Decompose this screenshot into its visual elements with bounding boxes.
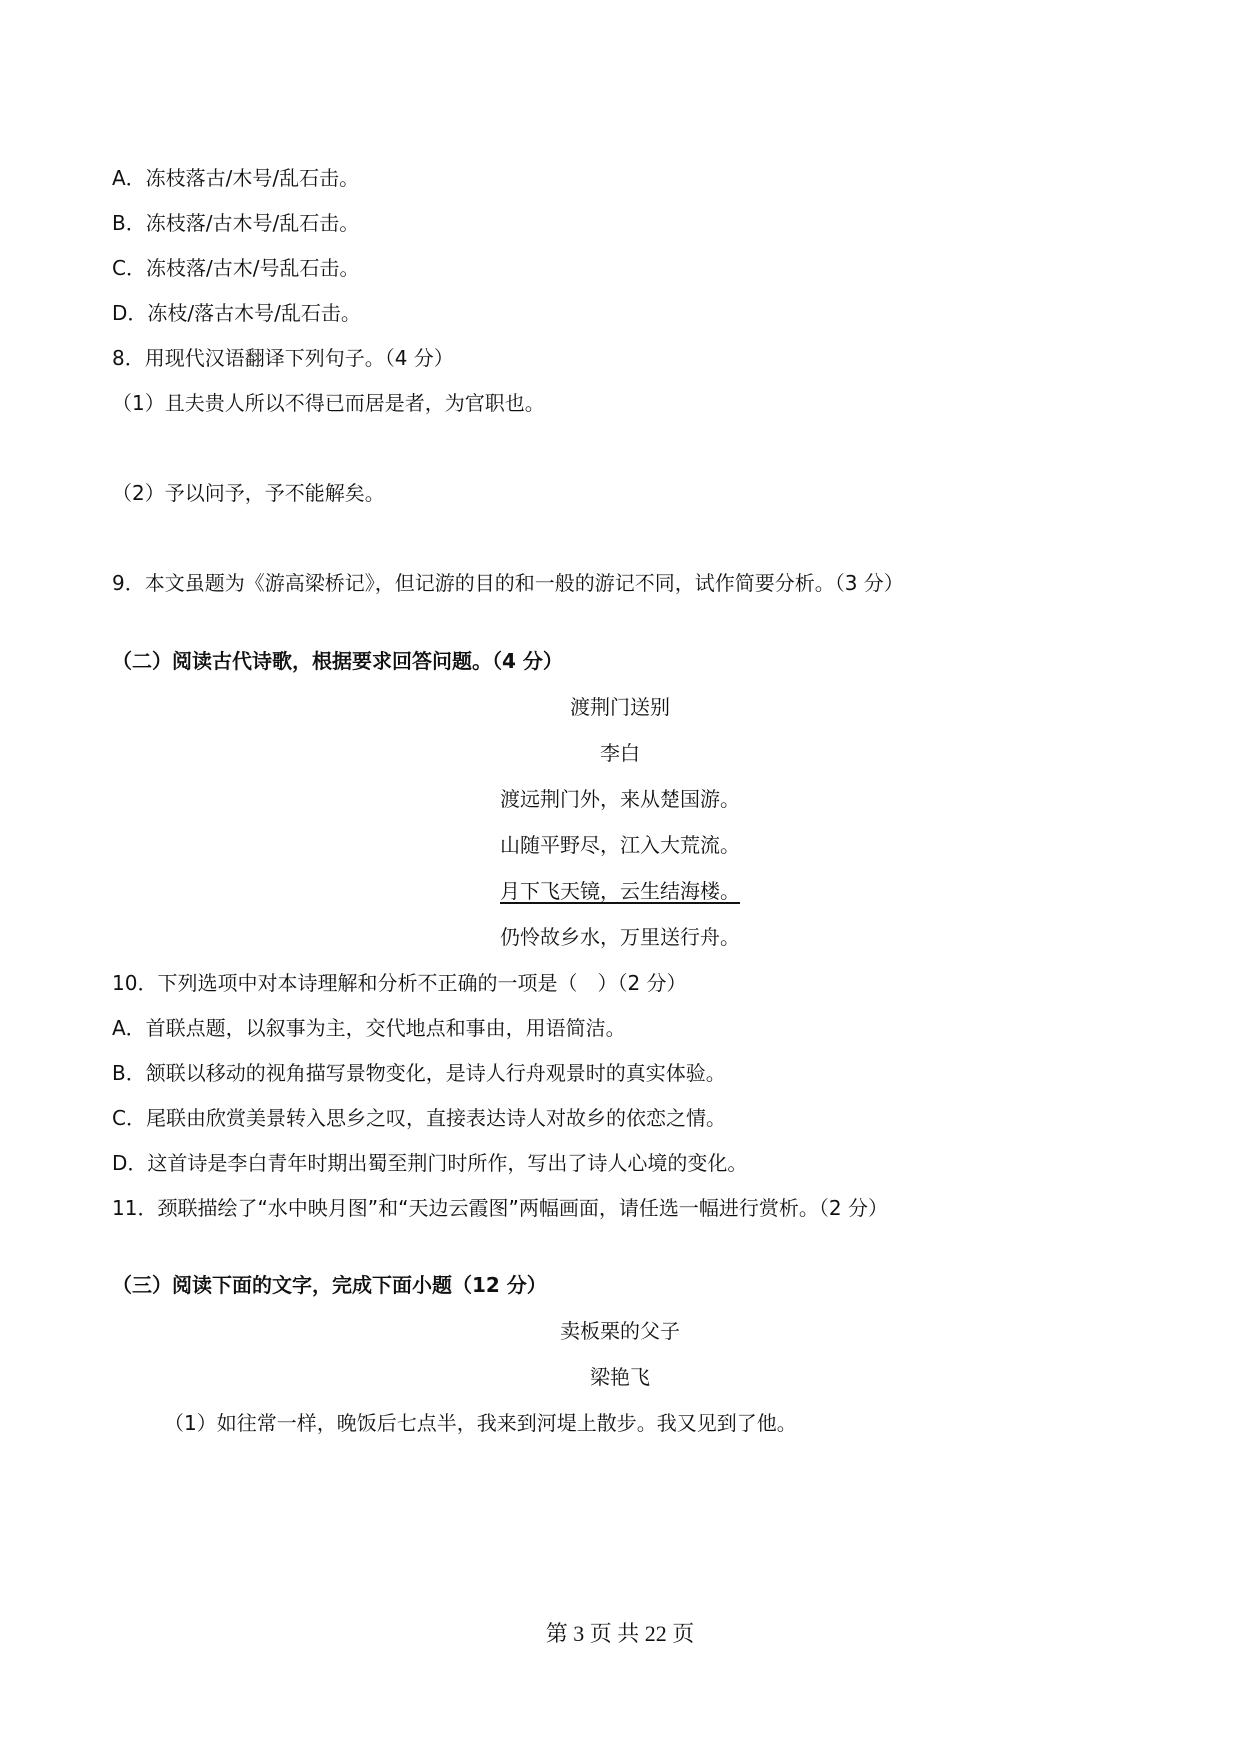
poem-line-3-underlined: 月下飞天镜，云生结海楼。 <box>500 879 740 903</box>
q10-option-b: B．颔联以移动的视角描写景物变化，是诗人行舟观景时的真实体验。 <box>112 1061 726 1085</box>
q8-sentence-1: （1）且夫贵人所以不得已而居是者，为官职也。 <box>112 391 545 415</box>
poem-line-1: 渡远荆门外，来从楚国游。 <box>500 787 740 811</box>
q11-stem: 11．颈联描绘了“水中映月图”和“天边云霞图”两幅画面，请任选一幅进行赏析。（2 分） <box>112 1196 888 1220</box>
poem-line-2: 山随平野尽，江入大荒流。 <box>500 833 740 857</box>
q10-option-a: A．首联点题，以叙事为主，交代地点和事由，用语简洁。 <box>112 1016 626 1040</box>
q10-option-c: C．尾联由欣赏美景转入思乡之叹，直接表达诗人对故乡的依恋之情。 <box>112 1106 726 1130</box>
q7-option-a: A．冻枝落古/木号/乱石击。 <box>112 166 360 190</box>
poem-author: 李白 <box>600 741 640 765</box>
q7-option-b: B．冻枝落/古木号/乱石击。 <box>112 211 360 235</box>
q8-sentence-2: （2）予以问予，予不能解矣。 <box>112 481 385 505</box>
section2-heading: （二）阅读古代诗歌，根据要求回答问题。（4 分） <box>112 649 563 673</box>
q9-stem: 9．本文虽题为《游高梁桥记》，但记游的目的和一般的游记不同，试作简要分析。（3 分） <box>112 571 904 595</box>
page-number: 第 3 页 共 22 页 <box>545 1621 695 1646</box>
poem-line-4: 仍怜故乡水，万里送行舟。 <box>500 925 740 949</box>
q7-option-c: C．冻枝落/古木/号乱石击。 <box>112 256 360 280</box>
article-author: 梁艳飞 <box>590 1365 650 1389</box>
poem-line-3 <box>0 877 1240 905</box>
q10-option-d: D．这首诗是李白青年时期出蜀至荆门时所作，写出了诗人心境的变化。 <box>112 1151 748 1175</box>
poem-title: 渡荆门送别 <box>570 695 670 719</box>
section3-heading: （三）阅读下面的文字，完成下面小题（12 分） <box>112 1273 547 1297</box>
article-title: 卖板栗的父子 <box>560 1319 680 1343</box>
q8-stem: 8．用现代汉语翻译下列句子。（4 分） <box>112 346 454 370</box>
q7-option-d: D．冻枝/落古木号/乱石击。 <box>112 301 361 325</box>
article-paragraph-1: （1）如往常一样，晚饭后七点半，我来到河堤上散步。我又见到了他。 <box>164 1411 797 1435</box>
q10-stem: 10．下列选项中对本诗理解和分析不正确的一项是（ ）（2 分） <box>112 971 687 995</box>
